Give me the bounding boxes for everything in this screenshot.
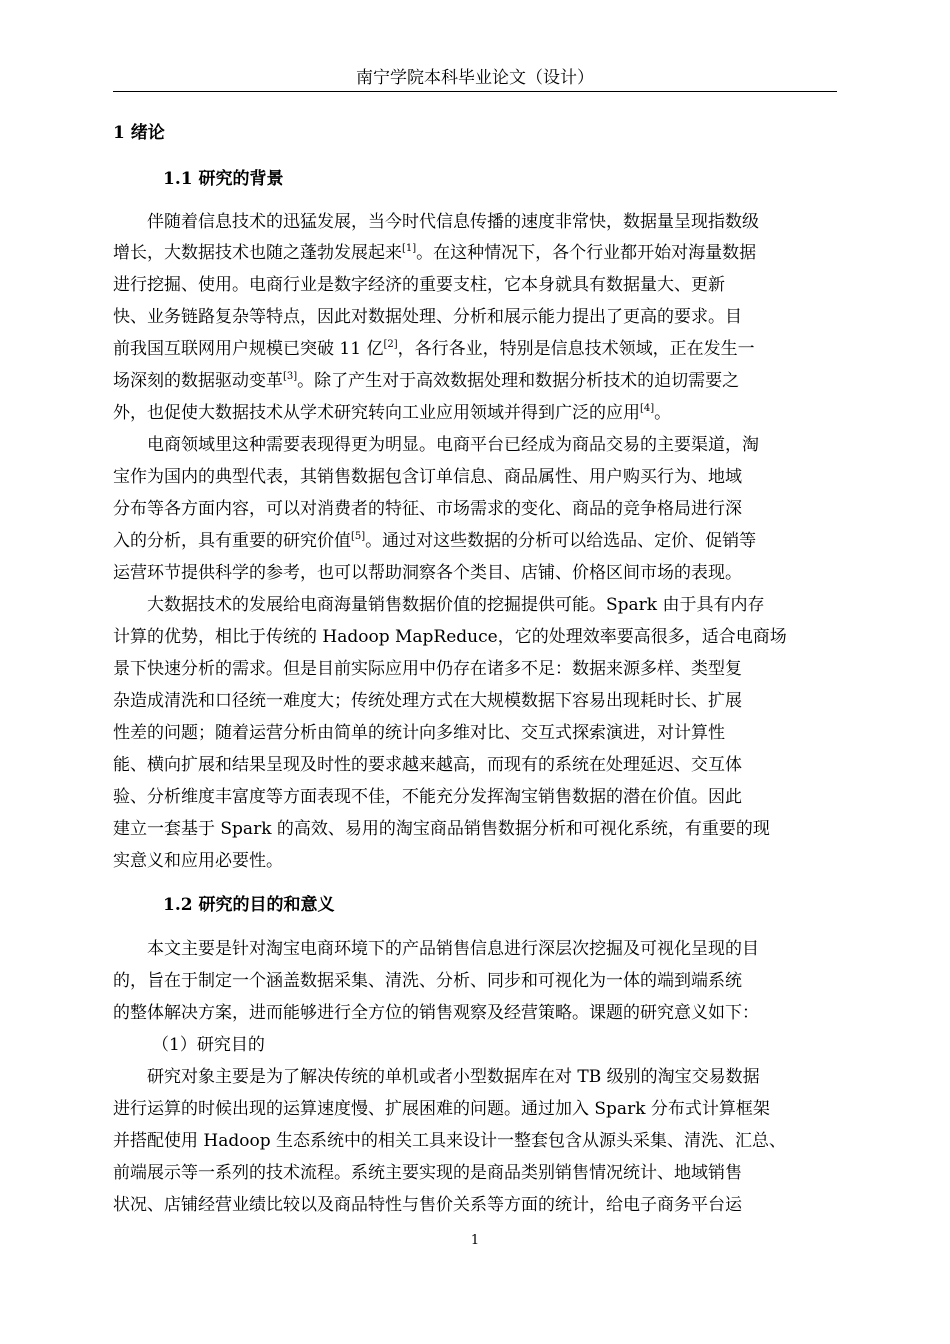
paragraph-line: 本文主要是针对淘宝电商环境下的产品销售信息进行深层次挖掘及可视化呈现的目 [147,939,759,959]
citation[interactable]: [3] [283,371,298,382]
paragraph-line: 伴随着信息技术的迅猛发展，当今时代信息传播的速度非常快，数据量呈现指数级 [147,212,759,232]
paragraph-line: 外，也促使大数据技术从学术研究转向工业应用领域并得到广泛的应用[4]。 [113,403,672,423]
paragraph-line: 宝作为国内的典型代表，其销售数据包含订单信息、商品属性、用户购买行为、地域 [113,467,742,487]
citation[interactable]: [5] [351,531,366,542]
paragraph-line: 增长，大数据技术也随之蓬勃发展起来[1]。在这种情况下，各个行业都开始对海量数据 [113,243,757,263]
citation[interactable]: [4] [640,403,655,414]
paragraph-line: 的整体解决方案，进而能够进行全方位的销售观察及经营策略。课题的研究意义如下： [113,1003,759,1023]
paragraph-line: 场深刻的数据驱动变革[3]。除了产生对于高效数据处理和数据分析技术的迫切需要之 [113,371,740,391]
paragraph-line: 大数据技术的发展给电商海量销售数据价值的挖掘提供可能。Spark 由于具有内存 [147,595,765,615]
citation[interactable]: [1] [402,243,417,254]
section-heading-1-1: 1.1 研究的背景 [163,169,284,189]
section-heading-1-2: 1.2 研究的目的和意义 [163,895,335,915]
paragraph-line: 景下快速分析的需求。但是目前实际应用中仍存在诸多不足：数据来源多样、类型复 [113,659,742,679]
paragraph-line: 性差的问题；随着运营分析由简单的统计向多维对比、交互式探索演进，对计算性 [113,723,725,743]
paragraph-line: 分布等各方面内容，可以对消费者的特征、市场需求的变化、商品的竞争格局进行深 [113,499,742,519]
paragraph-line: 能、横向扩展和结果呈现及时性的要求越来越高，而现有的系统在处理延迟、交互体 [113,755,742,775]
page-number: 1 [470,1233,480,1248]
paragraph-line: 快、业务链路复杂等特点，因此对数据处理、分析和展示能力提出了更高的要求。目 [113,307,742,327]
paragraph-line: 实意义和应用必要性。 [113,851,283,871]
page-header: 南宁学院本科毕业论文（设计） [356,68,594,88]
paragraph-line: 入的分析，具有重要的研究价值[5]。通过对这些数据的分析可以给选品、定价、促销等 [113,531,757,551]
paragraph-line: 进行挖掘、使用。电商行业是数字经济的重要支柱，它本身就具有数据量大、更新 [113,275,725,295]
paragraph-line: 研究对象主要是为了解决传统的单机或者小型数据库在对 TB 级别的淘宝交易数据 [147,1067,760,1087]
paragraph-line: 前端展示等一系列的技术流程。系统主要实现的是商品类别销售情况统计、地域销售 [113,1163,742,1183]
paragraph-line: 计算的优势，相比于传统的 Hadoop MapReduce，它的处理效率要高很多，适合电商场 [113,627,787,647]
citation[interactable]: [2] [383,339,398,350]
paragraph-line: 前我国互联网用户规模已突破 11 亿[2]，各行各业，特别是信息技术领域，正在发生一 [113,339,755,359]
paragraph-line: 杂造成清洗和口径统一难度大；传统处理方式在大规模数据下容易出现耗时长、扩展 [113,691,742,711]
header-divider [113,91,837,92]
subsection-label: （1）研究目的 [152,1035,265,1055]
paragraph-line: 状况、店铺经营业绩比较以及商品特性与售价关系等方面的统计，给电子商务平台运 [113,1195,742,1215]
paragraph-line: 验、分析维度丰富度等方面表现不佳，不能充分发挥淘宝销售数据的潜在价值。因此 [113,787,742,807]
paragraph-line: 并搭配使用 Hadoop 生态系统中的相关工具来设计一整套包含从源头采集、清洗、汇总、 [113,1131,787,1151]
paragraph-line: 电商领域里这种需要表现得更为明显。电商平台已经成为商品交易的主要渠道，淘 [147,435,759,455]
paragraph-line: 运营环节提供科学的参考，也可以帮助洞察各个类目、店铺、价格区间市场的表现。 [113,563,742,583]
paragraph-line: 的，旨在于制定一个涵盖数据采集、清洗、分析、同步和可视化为一体的端到端系统 [113,971,742,991]
chapter-heading: 1 绪论 [113,123,165,143]
paragraph-line: 进行运算的时候出现的运算速度慢、扩展困难的问题。通过加入 Spark 分布式计算框架 [113,1099,770,1119]
paragraph-line: 建立一套基于 Spark 的高效、易用的淘宝商品销售数据分析和可视化系统，有重要的现 [113,819,770,839]
